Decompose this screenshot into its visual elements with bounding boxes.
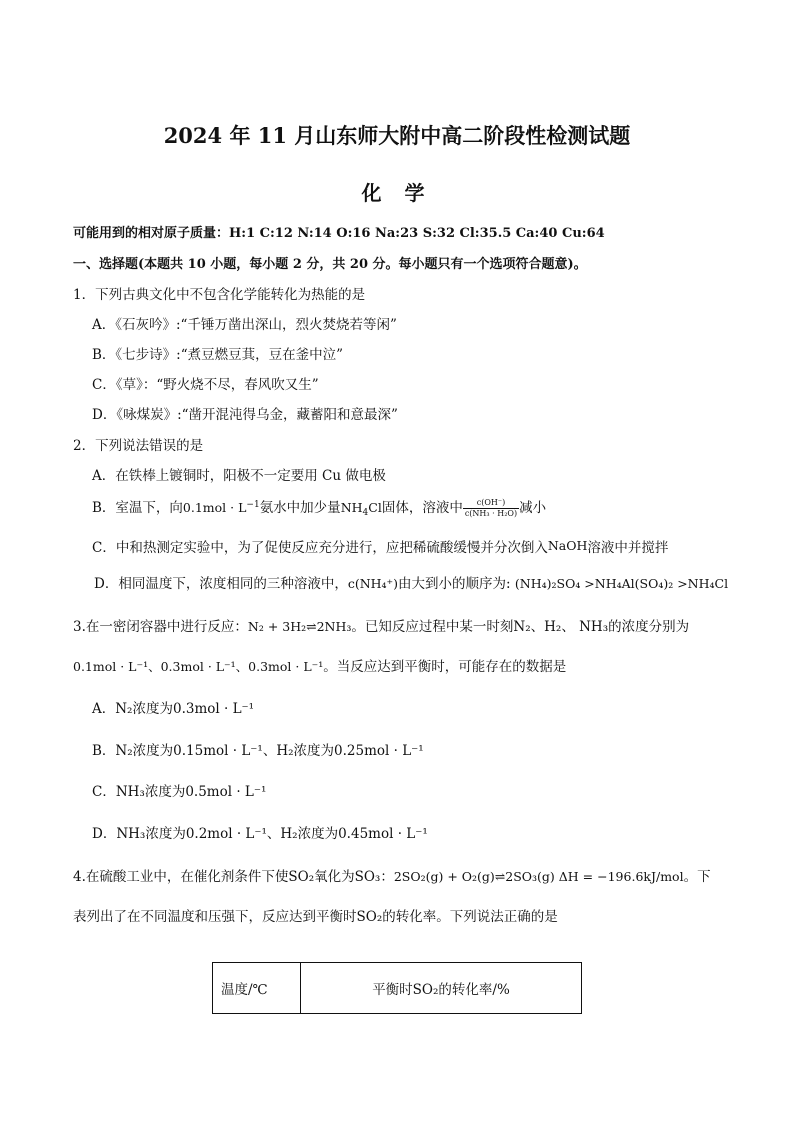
- q4-stem: 4.在硫酸工业中，在催化剂条件下使SO₂氧化为SO₃：2SO₂(g) + O₂(g)⇌2SO₃(g) ΔH = −196.6kJ/mol。下: [73, 869, 711, 885]
- page-title: 2024 年 11 月山东师大附中高二阶段性检测试题: [163, 123, 631, 148]
- q2-stem: 2．下列说法错误的是: [73, 438, 204, 454]
- q3-option-a: A．N₂浓度为0.3mol · L⁻¹: [92, 701, 255, 717]
- q1-option-d: D．《咏煤炭》:“凿开混沌得乌金，藏蓄阳和意最深”: [92, 407, 398, 423]
- q4-stem-line2: 表列出了在不同温度和压强下，反应达到平衡时SO₂的转化率。下列说法正确的是: [73, 909, 558, 925]
- q3-option-b: B．N₂浓度为0.15mol · L⁻¹、H₂浓度为0.25mol · L⁻¹: [92, 743, 424, 759]
- section1-heading: 一、选择题(本题共 10 小题，每小题 2 分，共 20 分。每小题只有一个选项符合题意)。: [73, 257, 587, 272]
- q2-b-conc: $0.1mol \cdot L^{-1}$: [182, 500, 260, 515]
- q2-b-text2: 氨水中加少量: [259, 500, 341, 516]
- q3-stem: 3.在一密闭容器中进行反应：N₂ + 3H₂⇌2NH₃。已知反应过程中某一时刻N₂、H₂、 NH₃的浓度分别为: [73, 619, 690, 635]
- q1-option-b: B．《七步诗》:“煮豆燃豆萁，豆在釜中泣”: [92, 347, 344, 363]
- q2-option-a: A．在铁棒上镀铜时，阳极不一定要用 Cu 做电极: [92, 468, 386, 484]
- q2-b-salt: $NH_4Cl$: [340, 500, 382, 518]
- q1-option-a: A．《石灰吟》:“千锤万凿出深山，烈火焚烧若等闲”: [92, 317, 397, 333]
- atomic-masses: 可能用到的相对原子质量：H:1 C:12 N:14 O:16 Na:23 S:32 Cl:35.5 Ca:40 Cu:64: [73, 226, 605, 241]
- table-header-temperature: 温度/℃: [213, 963, 301, 1014]
- q2-b-text3: 固体，溶液中: [381, 500, 463, 516]
- q2-b-end: 减小: [519, 500, 547, 516]
- q3-option-d: D．NH₃浓度为0.2mol · L⁻¹、H₂浓度为0.45mol · L⁻¹: [92, 826, 428, 842]
- q4-conversion-table: [212, 962, 582, 1014]
- subject-title: 化 学: [361, 181, 433, 205]
- q2-b-text: B．室温下，向: [92, 500, 183, 516]
- q2-option-d: D．相同温度下，浓度相同的三种溶液中，c(NH₄⁺)由大到小的顺序为: (NH₄)₂SO₄ >NH₄Al(SO₄)₂ >NH₄Cl: [94, 576, 729, 592]
- q2-option-c: C．中和热测定实验中，为了促使反应充分进行，应把稀硫酸缓慢并分次倒入NaOH溶液中并搅拌: [92, 538, 669, 556]
- table-header-conversion: 平衡时SO₂的转化率/%: [301, 963, 582, 1014]
- q1-stem: 1．下列古典文化中不包含化学能转化为热能的是: [73, 287, 366, 303]
- q3-option-c: C．NH₃浓度为0.5mol · L⁻¹: [92, 784, 267, 800]
- q2-b-fraction: $\frac{c(OH^-)}{\text{c(NH₃ · H₂O)}}$: [464, 498, 518, 518]
- q2-option-b: [92, 496, 546, 519]
- q1-option-c: C．《草》：“野火烧不尽，春风吹又生”: [92, 377, 319, 393]
- q3-stem-line2: 0.1mol · L⁻¹、0.3mol · L⁻¹、0.3mol · L⁻¹。当反应达到平衡时，可能存在的数据是: [73, 659, 567, 675]
